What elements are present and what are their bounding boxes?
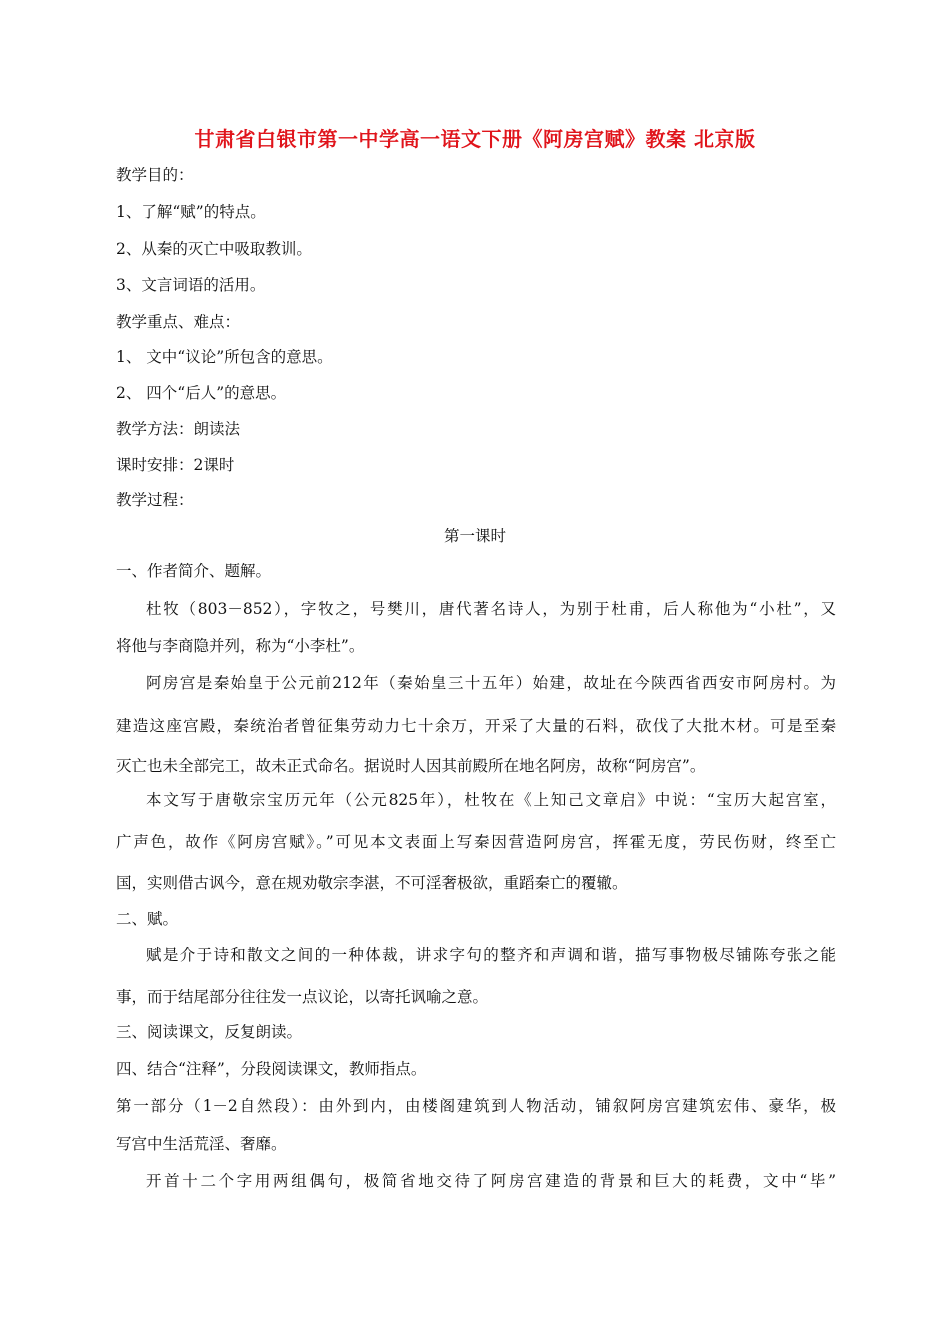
part-heading-fu: 二、赋。: [116, 910, 179, 928]
paragraph-line: 写宫中生活荒淫、奢靡。: [116, 1135, 287, 1153]
paragraph-line: 赋是介于诗和散文之间的一种体裁，讲求字句的整齐和声调和谐，描写事物极尽铺陈夸张之能: [146, 946, 836, 964]
part-heading-reading: 三、阅读课文，反复朗读。: [116, 1023, 303, 1041]
objective-item-1: 1、了解“赋”的特点。: [116, 203, 266, 221]
lesson-heading: 第一课时: [443, 527, 506, 545]
paragraph-line: 国，实则借古讽今，意在规劝敬宗李湛，不可淫奢极欲，重蹈秦亡的覆辙。: [116, 874, 628, 892]
section-heading-process: 教学过程：: [116, 491, 194, 509]
key-point-item-1: 1、 文中“议论”所包含的意思。: [116, 348, 333, 366]
paragraph-line: 事，而于结尾部分往往发一点议论，以寄托讽喻之意。: [116, 988, 489, 1006]
paragraph-line: 将他与李商隐并列，称为“小李杜”。: [116, 637, 365, 655]
class-schedule: 课时安排：2课时: [116, 456, 235, 474]
part-heading-annotations: 四、结合“注释”，分段阅读课文，教师指点。: [116, 1060, 427, 1078]
paragraph-line: 灭亡也未全部完工，故未正式命名。据说时人因其前殿所在地名阿房，故称“阿房宫”。: [116, 757, 706, 775]
objective-item-2: 2、从秦的灭亡中吸取教训。: [116, 240, 312, 258]
key-point-item-2: 2、 四个“后人”的意思。: [116, 384, 287, 402]
section-heading-key-points: 教学重点、难点：: [116, 313, 241, 331]
section-heading-objectives: 教学目的：: [116, 166, 194, 184]
paragraph-line: 建造这座宫殿，秦统治者曾征集劳动力七十余万，开采了大量的石料，砍伐了大批木材。可是至秦: [116, 717, 836, 735]
paragraph-line: 开首十二个字用两组偶句，极简省地交待了阿房宫建造的背景和巨大的耗费，文中“毕”: [146, 1172, 836, 1190]
document-title: 甘肃省白银市第一中学高一语文下册《阿房宫赋》教案 北京版: [194, 127, 756, 151]
paragraph-line: 本文写于唐敬宗宝历元年（公元825年），杜牧在《上知己文章启》中说：“宝历大起宫室，: [146, 791, 836, 809]
paragraph-line: 阿房宫是秦始皇于公元前212年（秦始皇三十五年）始建，故址在今陕西省西安市阿房村。为: [146, 674, 836, 692]
paragraph-line: 广声色，故作《阿房宫赋》。”可见本文表面上写秦因营造阿房宫，挥霍无度，劳民伤财，终至亡: [116, 833, 836, 851]
part-heading-author: 一、作者简介、题解。: [116, 562, 272, 580]
paragraph-line: 杜牧（803－852），字牧之，号樊川，唐代著名诗人，为别于杜甫，后人称他为“小杜”，又: [146, 600, 836, 618]
objective-item-3: 3、文言词语的活用。: [116, 276, 266, 294]
paragraph-line: 第一部分（1－2自然段）：由外到内，由楼阁建筑到人物活动，铺叙阿房宫建筑宏伟、豪华，极: [116, 1097, 836, 1115]
teaching-method: 教学方法：朗读法: [116, 420, 241, 438]
